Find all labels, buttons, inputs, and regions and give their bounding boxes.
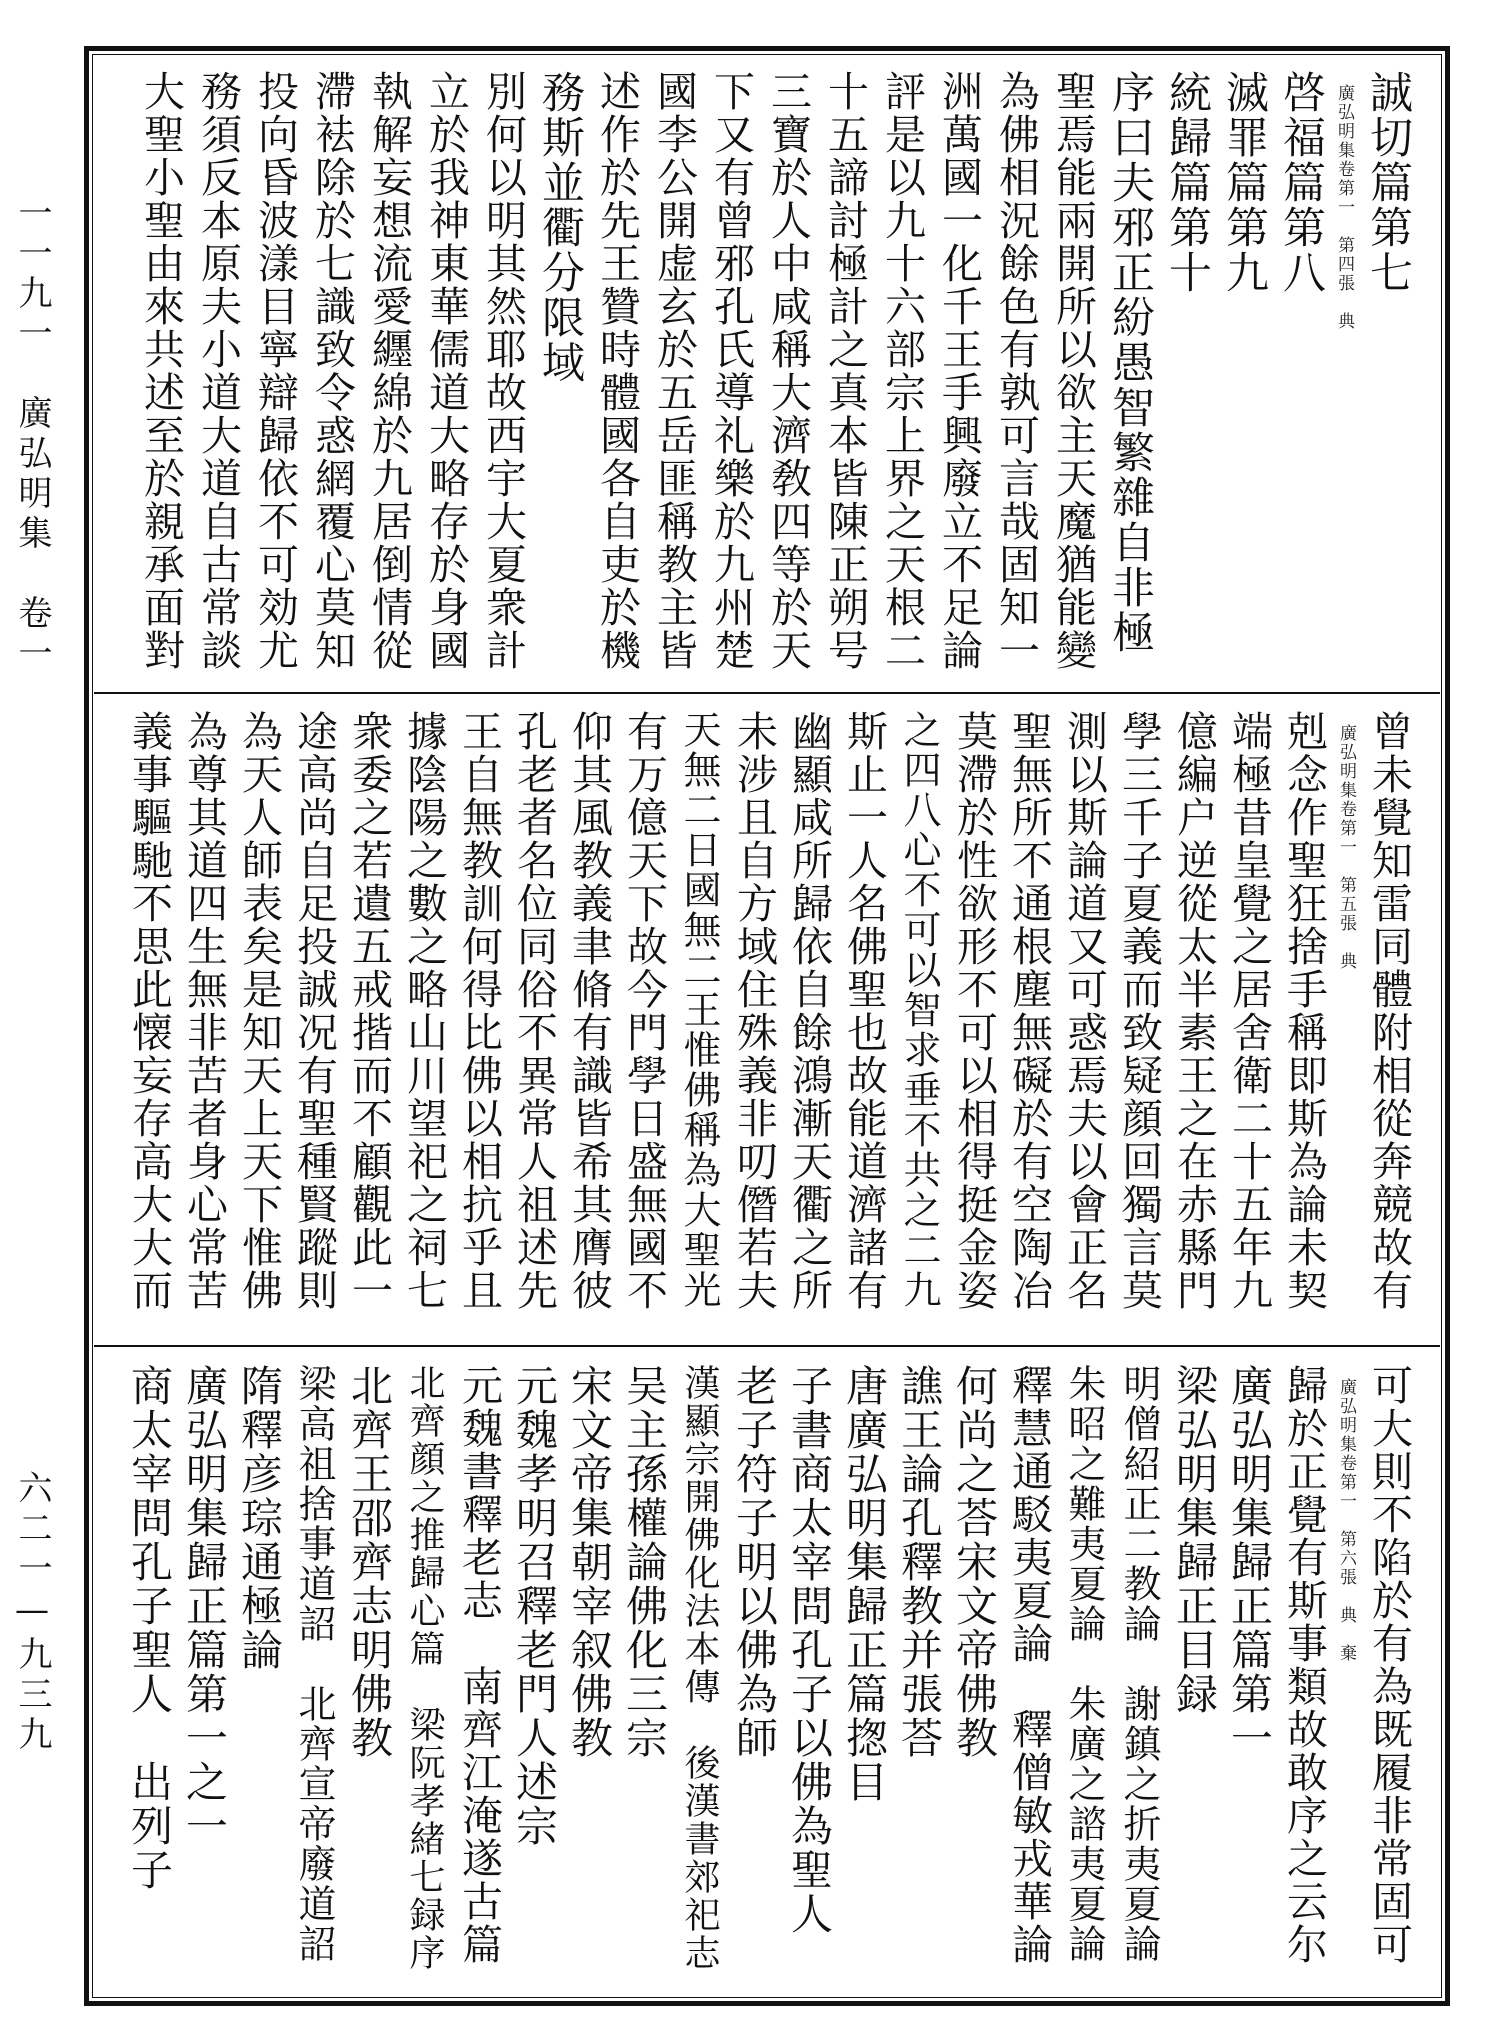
text-column: 下又有曾邪孔氏導礼樂於九州楚 xyxy=(707,70,755,672)
text-column: 剋念作聖狂捨手稱即斯為論未契 xyxy=(1280,710,1328,1312)
panel-header: 廣弘明集卷第一 第五張 典 xyxy=(1336,724,1356,971)
text-column: 務斯並衢分限域 xyxy=(535,70,585,385)
text-column: 聖無所不通根塵無礙於有空陶冶 xyxy=(1005,710,1053,1312)
panel-header: 廣弘明集卷第一 第四張 典 xyxy=(1334,84,1354,331)
text-column: 隋釋彦琮通極論 xyxy=(235,1364,284,1672)
text-column: 北齊王邵齊志明佛教 xyxy=(345,1364,394,1760)
text-column: 滅罪篇第九 xyxy=(1219,70,1269,295)
text-column: 學三千子夏義而致疑顔回獨言莫 xyxy=(1115,710,1163,1312)
text-column: 廣弘明集歸正篇第一之一 xyxy=(180,1364,229,1848)
text-column: 別何以明其然耶故西宇大夏衆計 xyxy=(479,70,527,672)
text-column: 國李公開虚玄於五岳匪稱教主皆 xyxy=(650,70,698,672)
text-column: 釋慧通駁夷夏論 釋僧敏戎華論 xyxy=(1005,1364,1053,1966)
panel-1-columns xyxy=(132,70,1416,680)
text-column: 譙王論孔釋教并張荅 xyxy=(895,1364,944,1760)
text-column: 滯袪除於七識致令惑網覆心莫知 xyxy=(308,70,356,672)
text-column: 有万億天下故今門學日盛無國不 xyxy=(620,710,668,1312)
panel-2-columns xyxy=(121,710,1416,1320)
text-column: 幽顯咸所歸依自餘鴻漸天衢之所 xyxy=(785,710,833,1312)
text-column: 曾未覺知雷同體附相從奔競故有 xyxy=(1365,710,1413,1312)
text-column: 北齊顔之推歸心篇 梁阮孝緒七録序 xyxy=(404,1364,445,1972)
text-column: 為佛相況餘色有孰可言哉固知一 xyxy=(992,70,1040,672)
text-column: 投向昏波漾目寧辯歸依不可効尤 xyxy=(251,70,299,672)
text-column: 明僧紹正二教論 謝鎮之折夷夏論 xyxy=(1117,1364,1161,1964)
margin-volume-label: 一一九一 廣弘明集 卷一 xyxy=(12,195,52,675)
text-column: 衆委之若遺五戒揩而不顧觀此一 xyxy=(345,710,393,1312)
text-column: 孔老者名位同俗不異常人祖述先 xyxy=(510,710,558,1312)
text-column: 梁高祖捨事道詔 北齊宣帝廢道詔 xyxy=(292,1364,336,1964)
text-column: 子書商太宰問孔子以佛為聖人 xyxy=(785,1364,834,1936)
text-column: 十五諦討極計之真本皆陳正朔号 xyxy=(821,70,869,672)
text-column: 啓福篇第八 xyxy=(1276,70,1326,295)
text-column: 三寶於人中咸稱大濟敎四等於天 xyxy=(764,70,812,672)
panel-divider xyxy=(94,1345,1440,1347)
text-column: 測以斯論道又可惑焉夫以會正名 xyxy=(1060,710,1108,1312)
text-column: 吴主孫權論佛化三宗 xyxy=(620,1364,669,1760)
panel-header: 廣弘明集卷第一 第六張 典 棄 xyxy=(1336,1378,1356,1663)
text-panel-1 xyxy=(96,58,1438,688)
text-column: 為尊其道四生無非苦者身心常苦 xyxy=(180,710,228,1312)
text-column: 天無二日國無二王惟佛稱為大聖光 xyxy=(677,710,721,1310)
text-column: 大聖小聖由來共述至於親承面對 xyxy=(137,70,185,672)
text-column: 廣弘明集歸正篇第一 xyxy=(1225,1364,1274,1760)
text-column: 朱昭之難夷夏論 朱廣之諮夷夏論 xyxy=(1062,1364,1106,1964)
text-column: 梁弘明集歸正目録 xyxy=(1170,1364,1219,1716)
panel-3-columns xyxy=(121,1364,1416,1974)
text-column: 務須反本原夫小道大道自古常談 xyxy=(194,70,242,672)
text-column: 斯止一人名佛聖也故能道濟諸有 xyxy=(840,710,888,1312)
text-column: 執解妄想流愛纒綿於九居倒情從 xyxy=(365,70,413,672)
margin-page-label: 六二一—九三九 xyxy=(12,1470,52,1756)
text-column: 之四八心不可以智求垂不共之二九 xyxy=(897,710,941,1310)
text-column: 仰其風教義聿脩有識皆希其膺彼 xyxy=(565,710,613,1312)
text-column: 未涉且自方域住殊義非叨僭若夫 xyxy=(730,710,778,1312)
text-column: 元魏孝明召釋老門人述宗 xyxy=(510,1364,559,1848)
text-panel-2 xyxy=(96,698,1438,1338)
text-column: 王自無教訓何得比佛以相抗乎且 xyxy=(455,710,503,1312)
text-column: 宋文帝集朝宰叙佛教 xyxy=(565,1364,614,1760)
text-column: 立於我神東華儒道大略存於身國 xyxy=(422,70,470,672)
text-column: 序曰夫邪正紛愚智繁雜自非極 xyxy=(1105,70,1155,655)
text-column: 莫滯於性欲形不可以相得挺金姿 xyxy=(950,710,998,1312)
text-column: 唐廣弘明集歸正篇揔目 xyxy=(840,1364,889,1804)
text-column: 老子符子明以佛為師 xyxy=(730,1364,779,1760)
text-column: 途高尚自足投誠况有聖種賢蹤則 xyxy=(290,710,338,1312)
text-column: 元魏書釋老志 南齊江淹遂古篇 xyxy=(455,1364,503,1966)
panel-divider xyxy=(94,692,1440,694)
text-column: 漢顯宗開佛化法本傳 後漢書郊祀志 xyxy=(679,1364,720,1972)
text-column: 據陰陽之數之略山川望祀之祠七 xyxy=(400,710,448,1312)
text-column: 商太宰問孔子聖人 出列子 xyxy=(125,1364,174,1892)
interlinear-note xyxy=(1415,70,1416,85)
text-panel-3 xyxy=(96,1352,1438,1992)
text-column: 洲萬國一化千王手興廢立不足論 xyxy=(935,70,983,672)
text-column: 誠切篇第七 xyxy=(1363,70,1413,295)
text-column: 可大則不陷於有為既履非常固可 xyxy=(1365,1364,1413,1966)
text-column: 何尚之荅宋文帝佛教 xyxy=(950,1364,999,1760)
text-column: 統歸篇第十 xyxy=(1162,70,1212,295)
text-column: 聖焉能兩開所以欲主天魔猶能變 xyxy=(1049,70,1097,672)
text-column: 歸於正覺有斯事類故敢序之云尔 xyxy=(1280,1364,1328,1966)
text-column: 述作於先王贊時體國各自吏於機 xyxy=(593,70,641,672)
text-column: 億編户逆從太半素王之在赤縣門 xyxy=(1170,710,1218,1312)
text-column: 評是以九十六部宗上界之天根二 xyxy=(878,70,926,672)
text-column: 端極昔皇覺之居舍衛二十五年九 xyxy=(1225,710,1273,1312)
text-column: 義事驅馳不思此懐妄存高大大而 xyxy=(125,710,173,1312)
text-column: 為天人師表矣是知天上天下惟佛 xyxy=(235,710,283,1312)
